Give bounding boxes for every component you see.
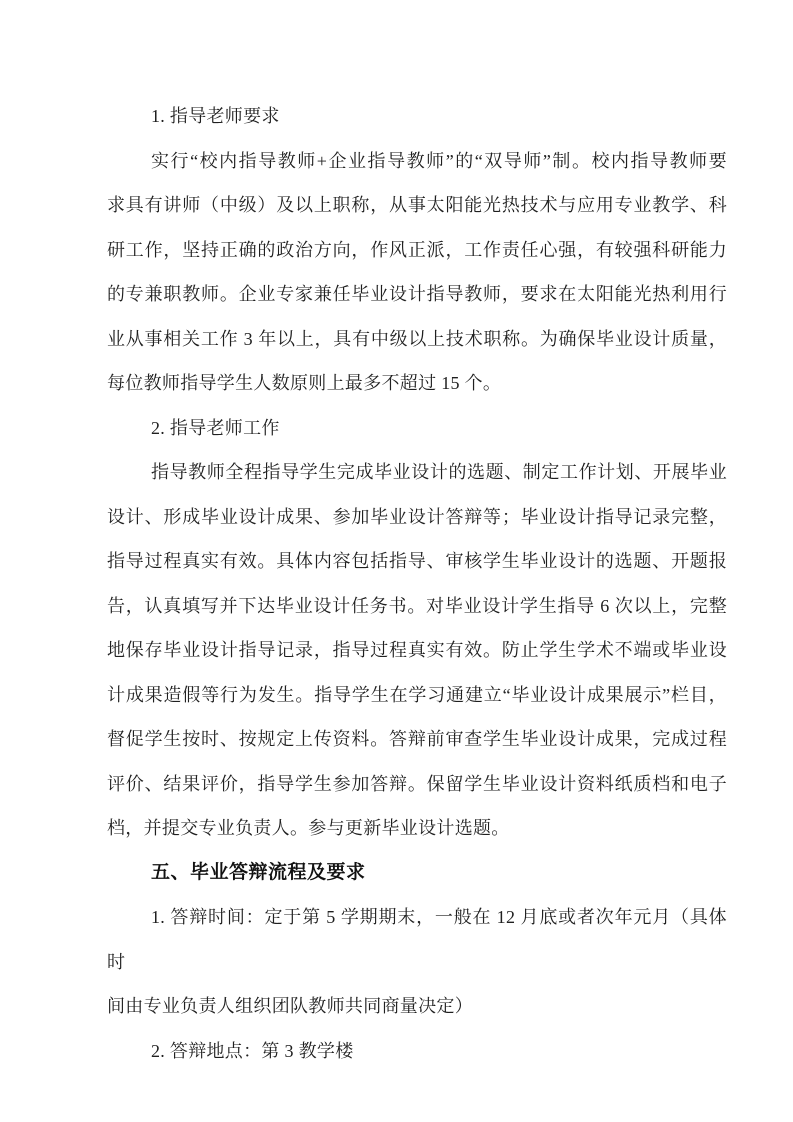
text-line: 每位教师指导学生人数原则上最多不超过 15 个。	[107, 373, 502, 393]
text-line: 2. 指导老师工作	[151, 417, 280, 438]
subheading-guide-teacher-duties	[107, 406, 727, 451]
paragraph-defense-time	[107, 895, 727, 1029]
text-line: 研工作，坚持正确的政治方向，作风正派，工作责任心强，有较强科研能力	[107, 239, 727, 260]
text-line: 实行“校内指导教师+企业指导教师”的“双导师”制。校内指导教师要	[151, 150, 727, 171]
text-line: 的专兼职教师。企业专家兼任毕业设计指导教师，要求在太阳能光热利用行	[107, 284, 727, 304]
text-line: 告，认真填写并下达毕业设计任务书。对毕业设计学生指导 6 次以上，完整	[107, 595, 727, 616]
text-line: 评价、结果评价，指导学生参加答辩。保留学生毕业设计资料纸质档和电子	[107, 773, 727, 794]
text-line: 1. 答辩时间：定于第 5 学期期末，一般在 12 月底或者次年元月（具体时	[107, 907, 727, 972]
text-line: 档，并提交专业负责人。参与更新毕业设计选题。	[107, 818, 510, 838]
text-line: 地保存毕业设计指导记录，指导过程真实有效。防止学生学术不端或毕业设	[107, 640, 727, 660]
subheading-guide-teacher-requirements	[107, 94, 727, 139]
text-line: 1. 指导老师要求	[151, 106, 280, 126]
text-line: 业从事相关工作 3 年以上，具有中级以上技术职称。为确保毕业设计质量，	[107, 328, 727, 349]
heading-defense-process-and-requirements	[107, 851, 727, 896]
text-line: 指导过程真实有效。具体内容包括指导、审核学生毕业设计的选题、开题报	[107, 551, 727, 571]
text-line: 计成果造假等行为发生。指导学生在学习通建立“毕业设计成果展示”栏目，	[107, 684, 727, 705]
text-line: 指导教师全程指导学生完成毕业设计的选题、制定工作计划、开展毕业	[151, 462, 727, 482]
text-line: 五、毕业答辩流程及要求	[151, 861, 366, 883]
text-line: 2. 答辩地点：第 3 教学楼	[151, 1040, 354, 1061]
text-line: 设计、形成毕业设计成果、参加毕业设计答辩等；毕业设计指导记录完整，	[107, 506, 727, 527]
paragraph-guide-teacher-requirements	[107, 139, 727, 406]
paragraph-defense-location	[107, 1029, 727, 1074]
text-line: 督促学生按时、按规定上传资料。答辩前审查学生毕业设计成果，完成过程	[107, 729, 727, 749]
paragraph-guide-teacher-duties	[107, 450, 727, 851]
document-content	[107, 94, 727, 1073]
text-line: 间由专业负责人组织团队教师共同商量决定）	[107, 996, 473, 1016]
text-line: 求具有讲师（中级）及以上职称，从事太阳能光热技术与应用专业教学、科	[107, 195, 727, 215]
